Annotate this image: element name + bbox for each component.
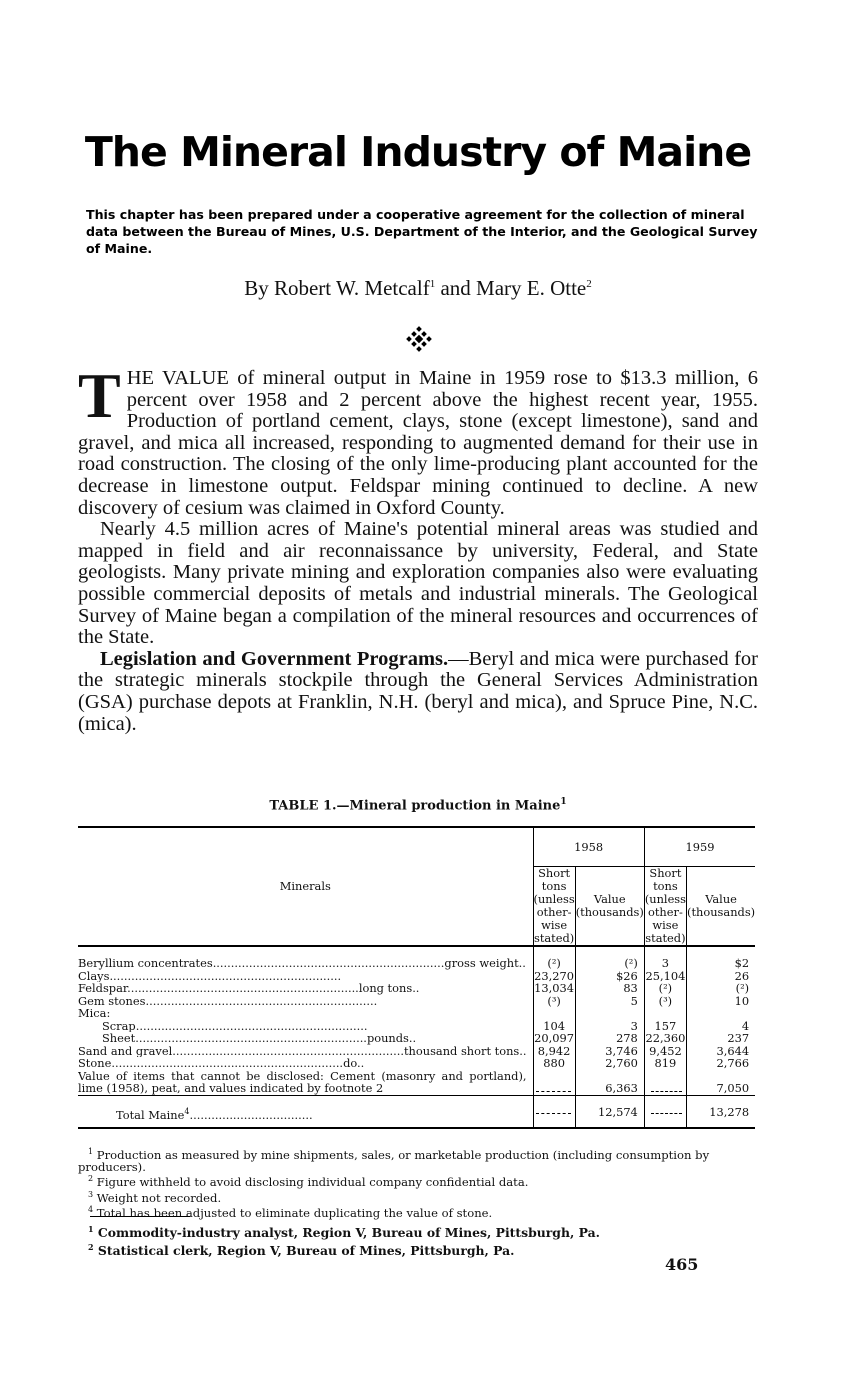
mineral-name: Mica: [78,1007,111,1020]
cooperative-note: This chapter has been prepared under a cooperative agreement for the collection of mineral data between the Bureau of Mines, U.S. Department of the Interior, and the Geological Survey of Maine. [86,207,758,256]
cell-t58 [533,1007,575,1020]
cell-v58: 5 [575,995,644,1008]
footnote-text: Figure withheld to avoid disclosing individual company confidential data. [96,1175,529,1190]
footnote [78,1173,758,1188]
cell-v59: 10 [687,995,756,1008]
affiliation-text: Statistical clerk, Region V, Bureau of Mines, Pittsburgh, Pa. [97,1243,515,1259]
cell-v58: 2,760 [575,1057,644,1070]
footnote-divider [90,1216,190,1217]
cell-v58: 83 [575,982,644,995]
mineral-name-cell [78,957,533,970]
year-1959-header: 1959 [644,827,755,867]
mineral-name: Sheet [102,1032,136,1045]
cell-t59: (³) [644,995,686,1008]
dot-leader: ................................................................ [135,1032,367,1045]
cell-t59: 25,104 [645,968,686,983]
footnote-mark: 4 [88,1204,94,1214]
unit-label: thousand short tons [403,1044,520,1057]
affiliation [78,1222,758,1240]
total-leader: .................................. [189,1107,313,1122]
undisclosed-label: Value of items that cannot be disclosed: Cement (masonry and portland), lime (1958), peat, and values indicated by footnote 2 [78,1069,527,1095]
cell-v58: 278 [575,1032,644,1045]
mineral-name-cell [78,1057,533,1070]
diamond-ornament-icon [405,325,433,353]
cell-v59: 3,644 [687,1045,756,1058]
dot-leader-tail: .. [357,1057,365,1070]
total-label-text: Total Maine [116,1107,185,1122]
affiliation-mark: 1 [88,1224,94,1234]
footnote [78,1146,758,1173]
cell-t58: 880 [533,1057,575,1070]
value-1959-header: Value (thousands) [687,867,756,947]
affiliation-text: Commodity-industry analyst, Region V, Bureau of Mines, Pittsburgh, Pa. [97,1225,600,1241]
affiliation [78,1240,758,1258]
cell-t59: (²) [644,982,686,995]
dot-leader-tail: .. [519,1044,527,1057]
unit-label: long tons [358,982,413,995]
cell-v58: 3,746 [575,1045,644,1058]
cell-t59 [644,1007,686,1020]
dot-leader: ................................................................ [127,982,359,995]
byline-prefix: By [244,276,274,300]
author-2-mark: 2 [586,278,592,290]
page-number: 465 [665,1255,699,1274]
author-1: Robert W. Metcalf [273,276,430,300]
cell-v59 [687,1007,756,1020]
footnote-mark: 2 [88,1174,94,1184]
total-label [78,1106,533,1128]
cell-t59: 819 [644,1057,686,1070]
cell-v59: 26 [687,970,756,983]
cell-t59: 3 [644,957,686,970]
dot-leader-tail: .. [408,1032,417,1045]
total-row [78,1106,755,1128]
total-mark: 4 [184,1106,190,1116]
byline [78,276,758,301]
mineral-name-cell [78,970,533,983]
author-1-mark: 1 [429,278,436,290]
mineral-name: Feldspar [78,982,128,995]
cell-t59: 9,452 [644,1045,686,1058]
total-t59 [644,1106,686,1128]
cell-v59: 4 [687,1020,756,1033]
chapter-title: The Mineral Industry of Maine [84,128,752,176]
unit-label: gross weight [444,957,519,970]
table-footnotes [78,1146,758,1219]
affiliation-mark: 2 [88,1242,94,1253]
table-row [78,1007,755,1020]
paragraph-3 [78,649,758,735]
short-tons-1958-header: Short tons (unless other- wise stated) [533,866,575,945]
table-body [78,957,755,1070]
table-row [78,957,755,970]
minerals-column-header: Minerals [78,827,533,946]
cell-t58: 13,034 [534,981,575,995]
mineral-name-cell [78,995,533,1008]
author-2: Mary E. Otte [476,276,587,300]
cell-t58: 104 [533,1020,575,1033]
table-header-years [78,827,755,867]
body-text [78,360,758,735]
cell-v59: 2,766 [687,1057,756,1070]
section-runin-heading: Legislation and Government Programs. [100,647,449,670]
footnote-text: Production as measured by mine shipments, sales, or marketable production (including consumption by producers). [78,1147,710,1175]
paragraph-1 [78,360,758,519]
table-row [78,1057,755,1070]
undisclosed-t59 [644,1070,686,1096]
dot-leader: ................................................................ [145,994,378,1007]
cell-v58: $26 [575,970,644,983]
mineral-name-cell [78,982,533,995]
total-v58: 12,574 [575,1106,644,1128]
table-row [78,995,755,1008]
value-1958-header: Value (thousands) [575,867,644,947]
undisclosed-row [78,1070,755,1096]
footnote-mark: 1 [88,1147,94,1156]
mineral-name-cell [78,1020,533,1033]
cell-t58: (²) [533,957,575,970]
dot-leader: ................................................................ [111,1057,344,1070]
mineral-name-cell [78,1032,533,1045]
cell-v59: $2 [687,957,756,970]
undisclosed-v58: 6,363 [575,1070,644,1096]
drop-cap: T [78,360,121,431]
mineral-production-table [78,826,755,1129]
dot-leader-tail: .. [518,957,526,970]
table-title-text: TABLE 1.—Mineral production in Maine [269,798,561,814]
footnote [78,1189,758,1204]
cell-t59: 157 [644,1020,686,1033]
unit-label: pounds [366,1032,409,1045]
table-title-mark: 1 [560,797,567,807]
author-affiliations [78,1222,758,1258]
cell-v59: 237 [687,1032,756,1045]
mineral-name: Scrap [102,1019,136,1032]
footnote-text: Weight not recorded. [96,1190,222,1205]
cell-t58: 23,270 [534,968,575,983]
cell-v58 [575,1007,644,1020]
cell-v58: 3 [575,1020,644,1033]
cell-t58: (³) [533,995,575,1008]
cell-v58: (²) [575,957,644,970]
mineral-name-cell [78,1007,533,1020]
footnote-mark: 3 [88,1189,94,1199]
unit-label: do [343,1057,358,1070]
byline-and: and [435,276,477,300]
paragraph-1-text: HE VALUE of mineral output in Maine in 1959 rose to $13.3 million, 6 percent over 1958 and 2 percent above the highest recent year, 1955. Production of portland cement, clays, stone (except limestone), sand and gravel, and mica all increased, responding to augmented demand for their use in road construction. The closing of the only lime-producing plant accounted for the decrease in limestone output. Feldspar mining continued to decline. A new discovery of cesium was claimed in Oxford County. [78,367,758,519]
footnote-text: Total has been adjusted to eliminate duplicating the value of stone. [96,1205,493,1220]
mineral-name: Sand and gravel [78,1044,173,1057]
cell-v59: (²) [687,982,756,995]
cell-t58: 8,942 [533,1045,575,1058]
mineral-name: Gem stones [78,994,146,1007]
undisclosed-v59: 7,050 [687,1070,756,1096]
table-row [78,1045,755,1058]
dot-leader-tail: .. [412,982,420,995]
mineral-name: Clays [78,969,110,982]
paragraph-2: Nearly 4.5 million acres of Maine's potential mineral areas was studied and mapped in field and air reconnaissance by university, Federal, and State geologists. Many private mining and exploration companies also were evaluating possible commercial deposits of metals and industrial minerals. The Geological Survey of Maine began a compilation of the mineral resources and occurrences of the State. [78,518,758,649]
paragraph-3-text: —Beryl and mica were purchased for the strategic minerals stockpile through the General Services Administration (GSA) purchase depots at Franklin, N.H. (beryl and mica), and Spruce Pine, N.C. (mica). [78,647,758,735]
total-v59: 13,278 [687,1106,756,1128]
dot-leader: ................................................................ [212,957,445,970]
table-title [78,797,758,813]
year-1958-header: 1958 [533,827,644,867]
mineral-name: Beryllium concentrates [78,957,213,970]
table-row [78,970,755,983]
cell-t59: 22,360 [645,1031,686,1045]
dot-leader: ................................................................ [172,1044,404,1057]
undisclosed-t58 [533,1070,575,1096]
dot-leader: ................................................................ [109,969,342,982]
dot-leader: ................................................................ [135,1019,368,1032]
short-tons-1959-header: Short tons (unless other- wise stated) [644,866,687,945]
table-row [78,1032,755,1045]
total-t58 [533,1106,575,1128]
mineral-name: Stone [78,1057,112,1070]
table-row [78,982,755,995]
mineral-name-cell [78,1045,533,1058]
cell-t58: 20,097 [534,1031,575,1045]
